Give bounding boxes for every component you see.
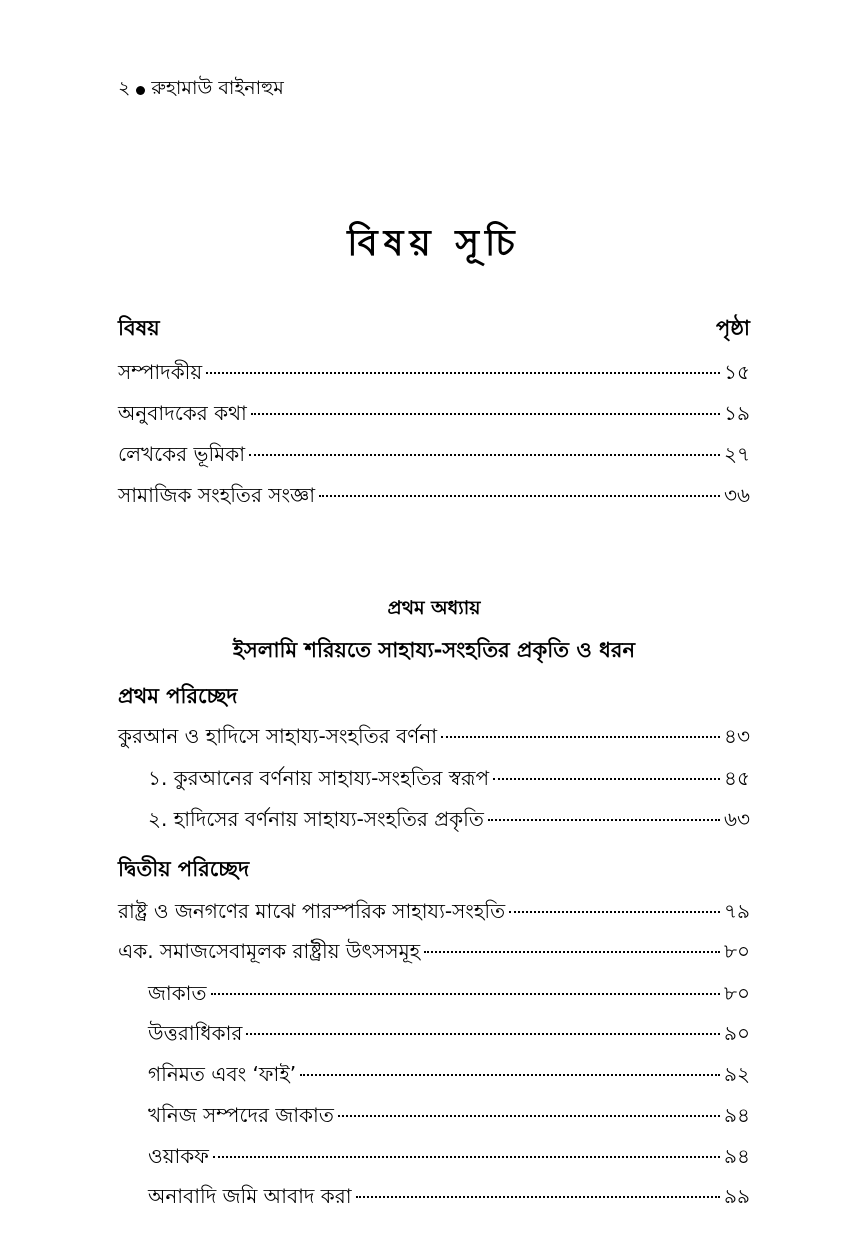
toc-entry[interactable] — [118, 481, 750, 514]
toc-entry-label: কুরআন ও হাদিসে সাহায্য-সংহতির বর্ণনা — [118, 724, 438, 748]
bullet-icon — [136, 86, 145, 95]
chapter-label: প্রথম অধ্যায় — [387, 597, 481, 619]
toc-entry-page: ৯০ — [724, 1021, 750, 1045]
dot-leader — [206, 372, 720, 374]
toc-entry-label: ওয়াকফ — [148, 1144, 209, 1168]
dot-leader — [246, 1033, 720, 1035]
toc-entry-page: ৯৯ — [724, 1184, 750, 1208]
toc-entry-label: অনাবাদি জমি আবাদ করা — [148, 1184, 352, 1208]
toc-entry[interactable] — [118, 937, 750, 970]
dot-leader — [319, 495, 720, 497]
dot-leader — [488, 819, 720, 821]
toc-entry-label: সামাজিক সংহতির সংজ্ঞা — [118, 483, 316, 507]
dot-leader — [211, 993, 721, 995]
toc-entry-label: গনিমত এবং ‘ফাই’ — [148, 1062, 297, 1086]
dot-leader — [509, 911, 720, 913]
toc-entry-page: ৭৯ — [724, 899, 750, 923]
section-heading: দ্বিতীয় পরিচ্ছেদ — [118, 857, 250, 881]
toc-entry-label: লেখকের ভূমিকা — [118, 442, 246, 466]
page-column-header: পৃষ্ঠা — [715, 316, 750, 340]
dot-leader — [249, 454, 720, 456]
page-title: বিষয় সূচি — [347, 222, 521, 264]
toc-entry-page: ৮০ — [724, 939, 750, 963]
subject-column-header: বিষয় — [118, 316, 160, 340]
toc-entry-page: ৮০ — [724, 981, 750, 1005]
toc-subentry[interactable] — [148, 1101, 750, 1134]
toc-subentry[interactable] — [148, 805, 750, 838]
toc-subentry[interactable] — [148, 1019, 750, 1052]
dot-leader — [213, 1156, 720, 1158]
page-number: ২ — [118, 77, 131, 99]
toc-entry-page: ৪৫ — [724, 766, 750, 790]
dot-leader — [441, 736, 720, 738]
toc-entry-label: ২. হাদিসের বর্ণনায় সাহায্য-সংহতির প্রকৃতি — [148, 807, 484, 831]
toc-subentry[interactable] — [148, 764, 750, 797]
dot-leader — [300, 1074, 720, 1076]
dot-leader — [251, 413, 720, 415]
toc-entry[interactable] — [118, 897, 750, 930]
dot-leader — [424, 951, 720, 953]
toc-entry[interactable] — [118, 440, 750, 473]
column-headers — [118, 312, 750, 347]
dot-leader — [493, 778, 720, 780]
toc-entry-label: সম্পাদকীয় — [118, 360, 203, 384]
toc-entry-page: ৯৪ — [724, 1103, 750, 1127]
toc-entry-label: উত্তরাধিকার — [148, 1021, 243, 1045]
toc-subentry[interactable] — [148, 979, 750, 1012]
dot-leader — [356, 1196, 720, 1198]
section-heading: প্রথম পরিচ্ছেদ — [118, 684, 238, 708]
toc-entry-page: ৪৩ — [724, 724, 750, 748]
toc-entry-label: জাকাত — [148, 981, 207, 1005]
toc-entry-page: ২৭ — [723, 442, 750, 466]
toc-entry-label: খনিজ সম্পদের জাকাত — [148, 1103, 334, 1127]
toc-subentry[interactable] — [148, 1142, 750, 1175]
toc-entry-page: ৬৩ — [723, 807, 750, 831]
toc-entry-page: ১৫ — [724, 360, 750, 384]
toc-entry-label: এক. সমাজসেবামূলক রাষ্ট্রীয় উৎসসমূহ — [118, 939, 421, 963]
chapter-title: ইসলামি শরিয়তে সাহায্য-সংহতির প্রকৃতি ও ধরন — [233, 638, 635, 662]
book-title: রুহামাউ বাইনাহুম — [151, 77, 284, 99]
running-head — [118, 74, 284, 106]
toc-entry[interactable] — [118, 399, 750, 432]
toc-entry[interactable] — [118, 722, 750, 755]
toc-entry-page: ৯২ — [724, 1062, 750, 1086]
toc-entry[interactable] — [118, 358, 750, 391]
toc-entry-label: অনুবাদকের কথা — [118, 401, 247, 425]
toc-entry-label: রাষ্ট্র ও জনগণের মাঝে পারস্পরিক সাহায্য-সংহতি — [118, 899, 506, 923]
toc-subentry[interactable] — [148, 1182, 750, 1215]
dot-leader — [338, 1115, 720, 1117]
toc-subentry[interactable] — [148, 1060, 750, 1093]
toc-entry-page: ১৯ — [724, 401, 750, 425]
toc-entry-page: ৯৪ — [724, 1144, 750, 1168]
toc-entry-page: ৩৬ — [723, 483, 750, 507]
toc-entry-label: ১. কুরআনের বর্ণনায় সাহায্য-সংহতির স্বরূপ — [148, 766, 490, 790]
